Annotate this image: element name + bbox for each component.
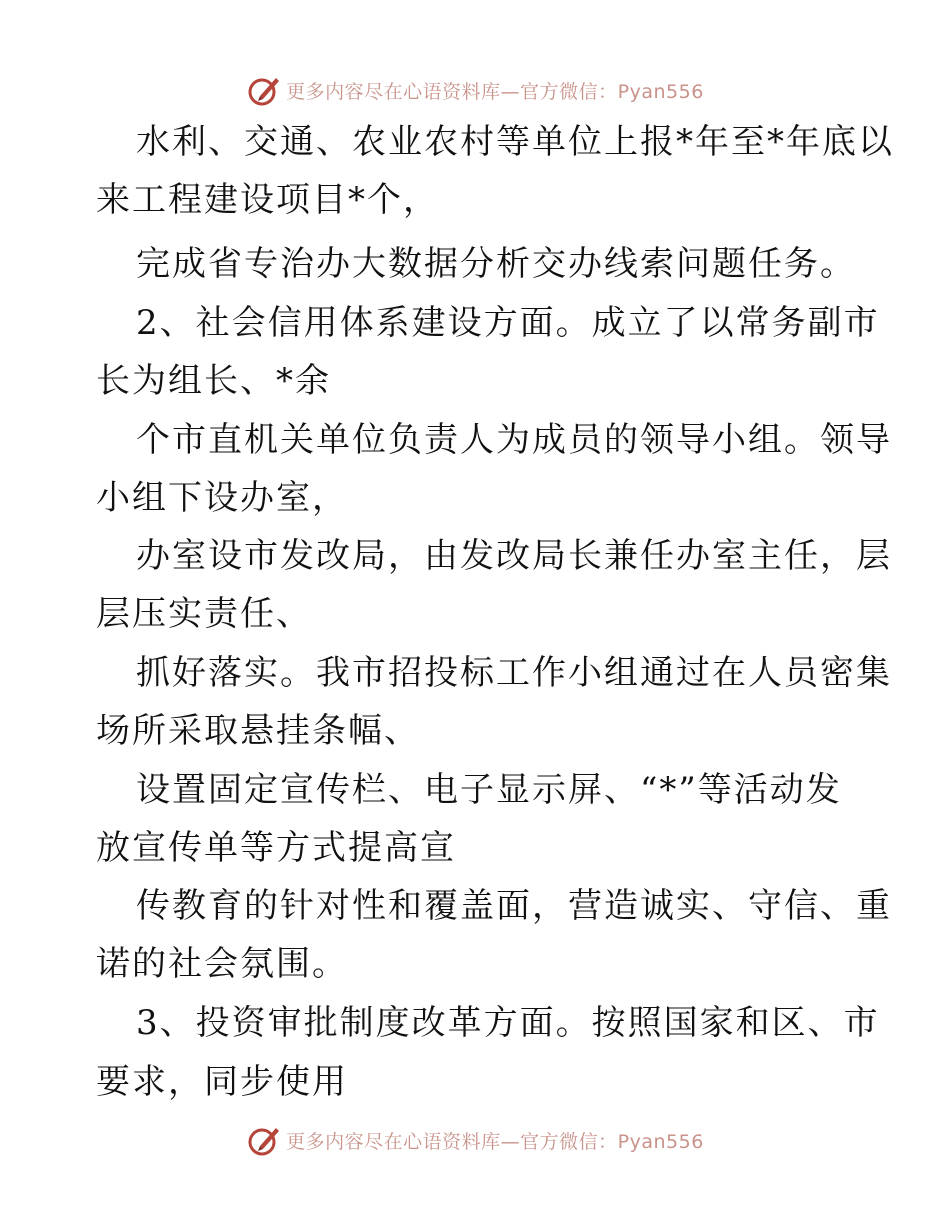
body-line: 2、社会信用体系建设方面。成立了以常务副市 [136,303,880,343]
header-watermark-banner [0,70,950,110]
body-line: 设置固定宣传栏、电子显示屏、“*”等活动发 [136,770,842,810]
body-line: 水利、交通、农业农村等单位上报*年至*年底以 [136,122,894,162]
body-line: 传教育的针对性和覆盖面，营造诚实、守信、重 [136,886,892,926]
body-line: 场所采取悬挂条幅、 [96,711,420,751]
body-line: 长为组长、*余 [96,361,331,401]
pen-logo-icon [246,1122,282,1158]
header-watermark-text: 更多内容尽在心语资料库—官方微信：Pyan556 [286,80,704,103]
footer-watermark-text: 更多内容尽在心语资料库—官方微信：Pyan556 [286,1130,704,1153]
body-line: 放宣传单等方式提高宣 [96,828,456,868]
body-line: 来工程建设项目*个， [96,180,439,220]
body-line: 要求，同步使用 [96,1062,348,1102]
body-line: 诺的社会氛围。 [96,944,348,984]
footer-watermark-banner [0,1120,950,1160]
body-line: 3、投资审批制度改革方面。按照国家和区、市 [136,1003,880,1043]
body-line: 完成省专治办大数据分析交办线索问题任务。 [136,244,856,284]
body-line: 小组下设办室， [96,478,348,518]
body-line: 办室设市发改局，由发改局长兼任办室主任，层 [136,536,892,576]
body-line: 层压实责任、 [96,594,312,634]
body-line: 个市直机关单位负责人为成员的领导小组。领导 [136,420,892,460]
body-line: 抓好落实。我市招投标工作小组通过在人员密集 [136,653,892,693]
pen-logo-icon [246,72,282,108]
